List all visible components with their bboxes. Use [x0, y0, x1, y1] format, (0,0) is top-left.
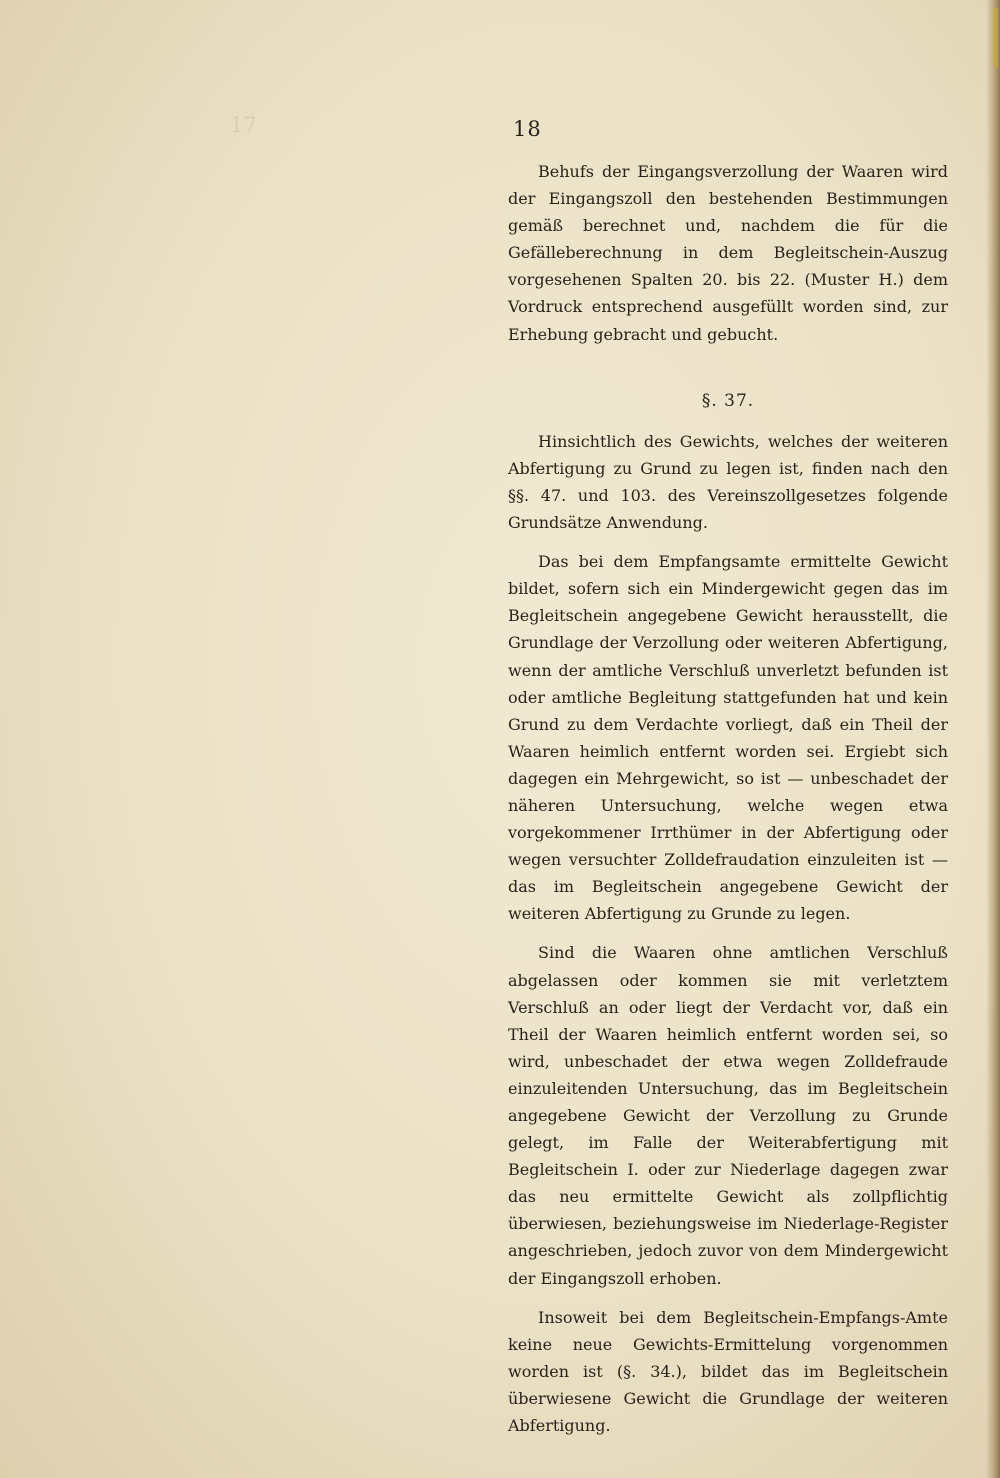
page-edge-mark	[994, 8, 998, 68]
paragraph-5: Insoweit bei dem Begleitschein-Empfangs-Amte keine neue Gewichts-Ermittelung vorgenommen worden ist (§. 34.), bildet das im Begleitschein überwiesene Gewicht die Grundlage der weiteren Abfertigung.	[508, 1307, 948, 1436]
page-edge-shadow	[986, 0, 1000, 1478]
spacer	[508, 927, 948, 939]
paragraph-2: Hinsichtlich des Gewichts, welches der weiteren Abfertigung zu Grund zu legen ist, finden nach den §§. 47. und 103. des Vereinszollgesetzes folgende Grundsätze Anwendung.	[508, 431, 948, 533]
spacer	[508, 348, 948, 388]
page-number: 18	[513, 117, 542, 141]
paragraph-4: Sind die Waaren ohne amtlichen Verschluß abgelassen oder kommen sie mit verletztem Verschluß an oder liegt der Verdacht vor, daß ein Theil der Waaren heimlich entfernt worden sei, so wird, unbeschadet der etwa wegen Zolldefraude einzuleitenden Untersuchung, das im Begleitschein angegebene Gewicht der Verzollung zu Grunde gelegt, im Falle der Weiterabfertigung mit Begleitschein I. oder zur Niederlage dagegen zwar das neu ermittelte Gewicht als zollpflichtig überwiesen, beziehungsweise im Niederlage-Register angeschrieben, jedoch zuvor von dem Mindergewicht der Eingangszoll erhoben.	[508, 943, 948, 1288]
spacer	[508, 415, 948, 428]
body-text	[508, 158, 948, 1439]
paragraph-3: Das bei dem Empfangsamte ermittelte Gewicht bildet, sofern sich ein Mindergewicht gegen das im Begleitschein angegebene Gewicht herausstellt, die Grundlage der Verzollung oder weiteren Abfertigung, wenn der amtliche Verschluß unverletzt befunden ist oder amtliche Begleitung stattgefunden hat und kein Grund zu dem Verdachte vorliegt, daß ein Theil der Waaren heimlich entfernt worden sei. Ergiebt sich dagegen ein Mehrgewicht, so ist — unbeschadet der näheren Untersuchung, welche wegen etwa vorgekommener Irrthümer in der Abfertigung oder wegen versuchter Zolldefraudation einzuleiten ist — das im Begleitschein angegebene Gewicht der weiteren Abfertigung zu Grunde zu legen.	[508, 552, 948, 924]
section-heading: §. 37.	[701, 390, 755, 411]
show-through-mark: 17	[230, 113, 257, 137]
spacer	[508, 536, 948, 548]
paragraph-1: Behufs der Eingangsverzollung der Waaren wird der Eingangszoll den bestehenden Bestimmungen gemäß berechnet und, nachdem die für die Gefälleberechnung in dem Begleitschein-Auszug vorgesehenen Spalten 20. bis 22. (Muster H.) dem Vordruck entsprechend ausgefüllt worden sind, zur Erhebung gebracht und gebucht.	[508, 162, 948, 344]
spacer	[508, 1292, 948, 1304]
